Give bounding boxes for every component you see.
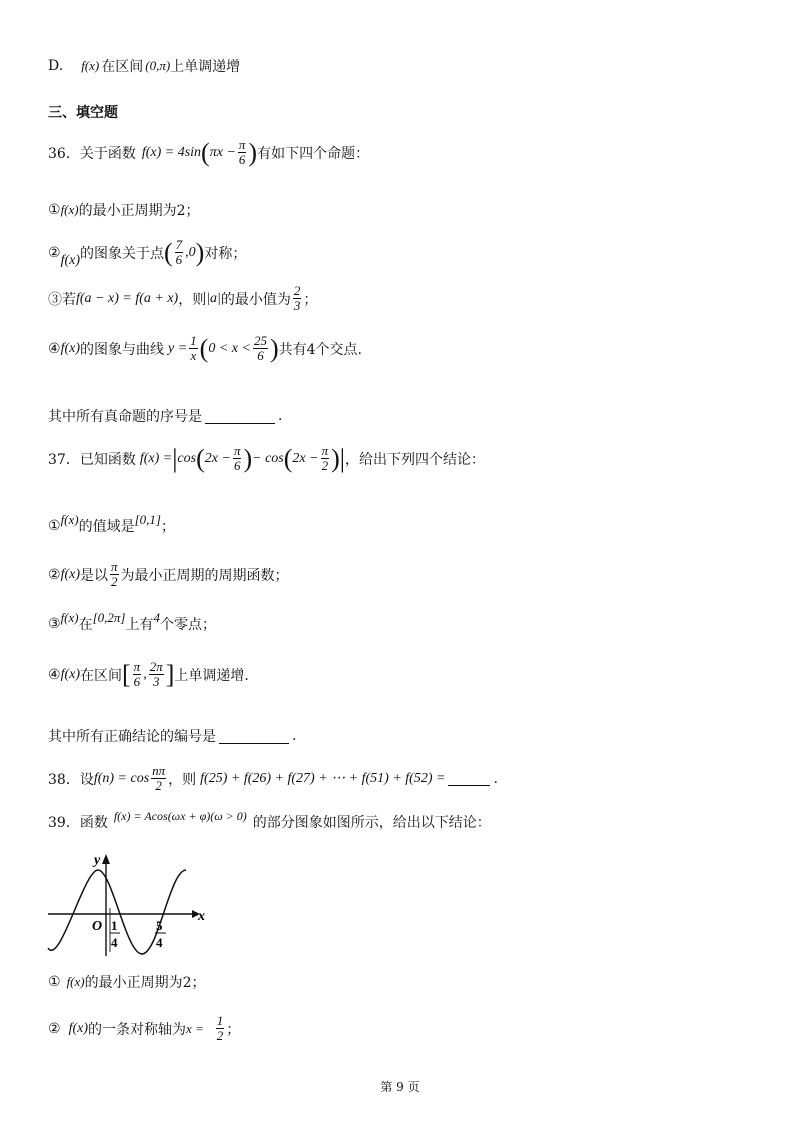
math-eq: f(a − x) = f(a + x) xyxy=(76,290,179,306)
answer-line-37: 其中所有正确结论的编号是 . xyxy=(48,728,297,745)
proposition-1: ① f(x) 的最小正周期为2； xyxy=(48,202,200,219)
question-38: 38．设 f(n) = cos $\frac{n\pi}{2}$ ，则 f(25) + f(26) + f(27) + ⋯ + f(51) + f(52) = . xyxy=(48,763,498,793)
proposition-2: ② f(x) 的图象关于点 ( $\frac{7}{6}$ ,0 ) 对称； xyxy=(48,237,247,268)
fraction: $\frac{\pi}{2}$ xyxy=(321,443,329,473)
fraction: $\frac{n\pi}{2}$ xyxy=(152,763,166,793)
fraction: $\frac{\pi}{2}$ xyxy=(111,559,118,589)
tick-1-4-den: 4 xyxy=(111,935,118,950)
conclusion-3: ③ f(x) 在 [0,2π] 上有 4 个零点； xyxy=(48,610,216,633)
question-number: 37．已知函数 xyxy=(48,451,136,468)
fraction: $\frac{2}{3}$ xyxy=(293,283,301,313)
question-number: 38．设 xyxy=(48,771,94,788)
y-label: y xyxy=(94,853,101,868)
question-number: 36．关于函数 xyxy=(48,145,136,162)
answer-blank[interactable] xyxy=(219,729,289,744)
tick-1-4-num: 1 xyxy=(111,918,118,933)
math-fx: f(x) xyxy=(81,58,100,73)
origin-label: O xyxy=(92,919,103,934)
math-fx: f(x) xyxy=(60,252,80,268)
fraction: $\frac{\pi}{6}$ xyxy=(233,443,241,473)
text: 在区间 xyxy=(101,59,144,75)
question-37-stem: 37．已知函数 f(x) = | cos ( 2x − $\frac{\pi}{6}$ ) − cos ( 2x − $\frac{\pi}{2}$ ) | ，给出下列四个结论： xyxy=(48,443,485,473)
cosine-graph xyxy=(40,848,210,960)
fraction: $\frac{\pi}{6}$ xyxy=(133,659,141,689)
fraction: $\frac{7}{6}$ xyxy=(175,237,183,267)
fraction: $\frac{25}{6}$ xyxy=(253,333,267,363)
answer-blank[interactable] xyxy=(205,409,275,424)
option-label: D. xyxy=(48,58,64,74)
math-func: f(x) = 4sin xyxy=(141,144,202,160)
question-39-stem: 39．函数 f(x) = Acos(ωx + φ)(ω > 0) 的部分图象如图所示，给出以下结论： xyxy=(48,808,491,831)
math-fx: f(x) xyxy=(60,202,79,217)
y-axis-arrow xyxy=(102,854,110,864)
option-d xyxy=(48,56,240,76)
text: 上单调递增 xyxy=(170,59,241,75)
fraction: $\frac{1}{2}$ xyxy=(216,1013,224,1043)
math-interval: (0,π) xyxy=(145,58,171,73)
math-fx: f(x) xyxy=(60,340,80,356)
text: 有如下四个命题： xyxy=(257,145,370,162)
section-title: 三、填空题 xyxy=(48,104,118,120)
conclusion-39-2: ② f(x) 的一条对称轴为 x = $\frac{1}{2}$ ； xyxy=(48,1013,241,1043)
math-arg: πx − xyxy=(209,144,236,160)
proposition-3: ③若 f(a − x) = f(a + x) ，则 |a| 的最小值为 $\frac{2}{3}$ ； xyxy=(48,283,318,313)
answer-line-36: 其中所有真命题的序号是 . xyxy=(48,408,283,425)
page-footer: 第 9 页 xyxy=(380,1080,420,1094)
tick-5-4-num: 5 xyxy=(156,918,163,933)
answer-blank[interactable] xyxy=(448,771,490,786)
tick-5-4-den: 4 xyxy=(156,935,163,950)
fraction: $\frac{1}{x}$ xyxy=(190,333,197,363)
fraction: $\frac{\pi}{6}$ xyxy=(238,137,246,167)
math-abs: |a| xyxy=(206,290,221,306)
conclusion-1: ① f(x) 的值域是 [0,1] ； xyxy=(48,512,175,535)
x-label: x xyxy=(198,909,205,924)
conclusion-4: ④ f(x) 在区间 [ $\frac{\pi}{6}$ , $\frac{2\pi}{3}$ ] 上单调递增. xyxy=(48,659,249,689)
fraction: $\frac{2\pi}{3}$ xyxy=(149,659,163,689)
question-36-stem: 36．关于函数 f(x) = 4sin ( πx − $\frac{\pi}{6}$ ) 有如下四个命题： xyxy=(48,137,370,167)
proposition-4: ④ f(x) 的图象与曲线 y = $\frac{1}{x}$ ( 0 < x < $\frac{25}{6}$ ) 共有4个交点. xyxy=(48,333,362,363)
conclusion-39-1: ① f(x) 的最小正周期为2； xyxy=(48,974,206,991)
question-number: 39．函数 xyxy=(48,815,108,831)
conclusion-2: ② f(x) 是以 $\frac{\pi}{2}$ 为最小正周期的周期函数； xyxy=(48,559,289,589)
